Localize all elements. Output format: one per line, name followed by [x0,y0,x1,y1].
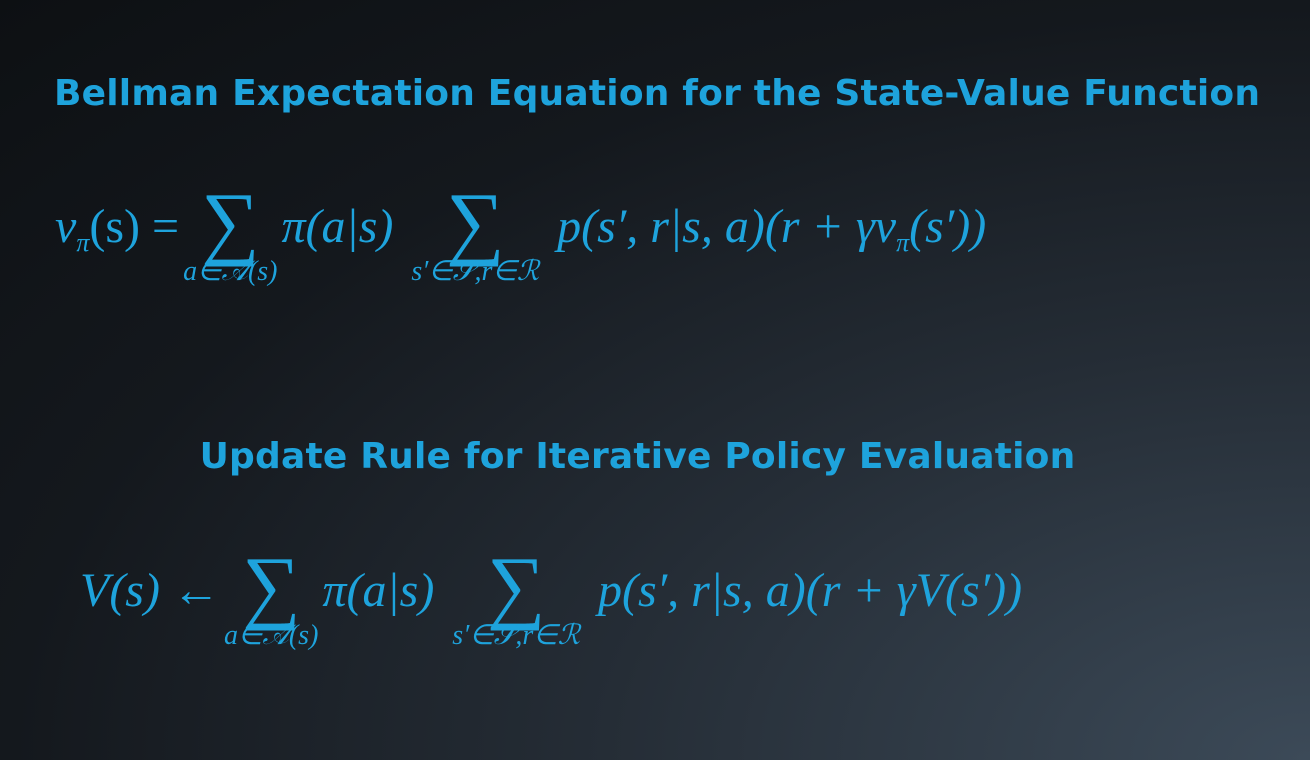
heading-update-rule: Update Rule for Iterative Policy Evaluation [199,436,1076,477]
sigma-symbol: ∑ [446,176,505,267]
sum-limit-actions: a∈𝒜(s) [183,256,278,287]
sum-limit-actions: a∈𝒜(s) [223,620,319,651]
bellman-expectation-equation [55,176,987,287]
eq1-lhs: $v_\pi(s)$ = [55,200,180,257]
sigma-symbol: ∑ [486,540,546,631]
policy-evaluation-update-rule [80,540,1023,651]
eq1-sum-actions [183,176,278,287]
eq2-policy-term: π(a|s) [322,564,435,617]
sum-limit-states-rewards: s′∈𝒮,r∈ℛ [411,256,540,287]
heading-bellman-expectation: Bellman Expectation Equation for the State-Value Function [54,73,1261,114]
sum-limit-states-rewards: s′∈𝒮,r∈ℛ [452,620,581,651]
sigma-symbol: ∑ [241,540,301,631]
eq2-rhs-term: p(s′, r|s, a)(r + γV(s′)) [598,564,1023,617]
eq1-rhs-term: p(s′, r|s, $a)(r + \gamma v_\pi(s'))$ [557,200,987,257]
sigma-symbol: ∑ [201,176,260,267]
eq2-sum-transitions [452,540,581,651]
eq2-lhs: V(s) ← [80,564,220,617]
eq2-sum-actions [223,540,319,651]
eq1-policy-term: π(a|s) [281,200,394,253]
eq1-sum-transitions [411,176,540,287]
